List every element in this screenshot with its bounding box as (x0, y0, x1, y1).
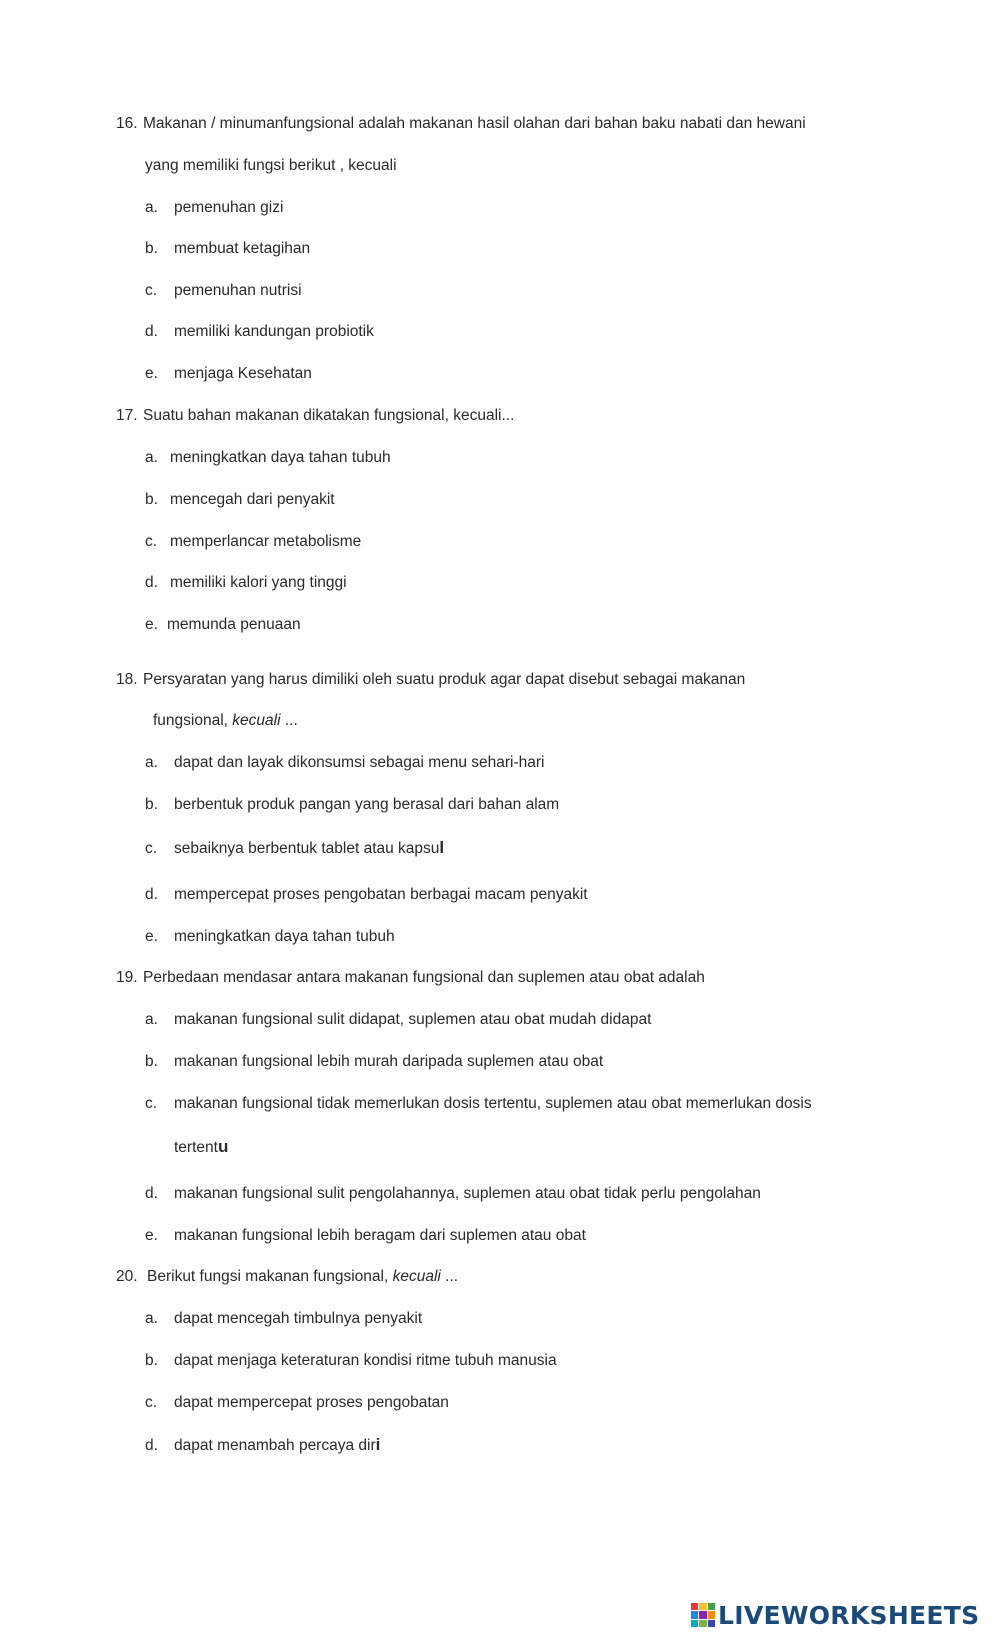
option-20d[interactable]: d. dapat menambah percaya diri (145, 1435, 381, 1454)
logo-square (699, 1620, 706, 1627)
option-17d[interactable]: d. memiliki kalori yang tinggi (145, 574, 347, 591)
question-16-continuation: yang memiliki fungsi berikut , kecuali (145, 157, 397, 174)
liveworksheets-logo[interactable] (691, 1600, 979, 1630)
question-text: Persyaratan yang harus dimiliki oleh suatu produk agar dapat disebut sebagai makanan (143, 671, 746, 688)
option-16c[interactable]: c. pemenuhan nutrisi (145, 282, 302, 299)
option-16b[interactable]: b. membuat ketagihan (145, 240, 311, 257)
option-19e[interactable]: e. makanan fungsional lebih beragam dari suplemen atau obat (145, 1227, 586, 1244)
logo-square (699, 1611, 706, 1618)
option-16e[interactable]: e. menjaga Kesehatan (145, 365, 312, 382)
option-20b[interactable]: b. dapat menjaga keteraturan kondisi ritme tubuh manusia (145, 1352, 557, 1369)
option-19b[interactable]: b. makanan fungsional lebih murah daripada suplemen atau obat (145, 1053, 604, 1070)
option-18d[interactable]: d. mempercepat proses pengobatan berbagai macam penyakit (145, 886, 588, 903)
logo-square (691, 1603, 698, 1610)
question-number: 16. (116, 115, 138, 132)
option-17b[interactable]: b. mencegah dari penyakit (145, 491, 335, 508)
logo-square (708, 1611, 715, 1618)
question-20: 20. Berikut fungsi makanan fungsional, kecuali ... (116, 1268, 459, 1285)
question-18-continuation: fungsional, kecuali ... (153, 712, 298, 729)
question-16 (116, 114, 806, 134)
question-19 (116, 968, 705, 988)
logo-square (691, 1620, 698, 1627)
question-number: 19. (116, 969, 138, 986)
emphasis-kecuali: kecuali (232, 712, 281, 729)
question-18 (116, 670, 745, 690)
option-17e[interactable]: e. memunda penuaan (145, 616, 301, 633)
option-19d[interactable]: d. makanan fungsional sulit pengolahannya, suplemen atau obat tidak perlu pengolahan (145, 1185, 761, 1202)
logo-square (691, 1611, 698, 1618)
question-text: Makanan / minumanfungsional adalah makanan hasil olahan dari bahan baku nabati dan hewani (143, 115, 806, 132)
question-number: 17. (116, 407, 138, 424)
option-19c[interactable]: c. makanan fungsional tidak memerlukan dosis tertentu, suplemen atau obat memerlukan dosis (145, 1095, 812, 1112)
question-text: Suatu bahan makanan dikatakan fungsional, kecuali... (143, 407, 515, 424)
option-18e[interactable]: e. meningkatkan daya tahan tubuh (145, 928, 395, 945)
question-number: 18. (116, 671, 138, 688)
option-17c[interactable]: c. memperlancar metabolisme (145, 533, 362, 550)
question-text: Perbedaan mendasar antara makanan fungsional dan suplemen atau obat adalah (143, 969, 705, 986)
option-18b[interactable]: b. berbentuk produk pangan yang berasal dari bahan alam (145, 796, 560, 813)
option-16d[interactable]: d. memiliki kandungan probiotik (145, 323, 374, 340)
option-20c[interactable]: c. dapat mempercepat proses pengobatan (145, 1394, 449, 1411)
option-19a[interactable]: a. makanan fungsional sulit didapat, suplemen atau obat mudah didapat (145, 1011, 652, 1028)
option-19c-continuation: tertentu (174, 1137, 229, 1156)
logo-square (708, 1603, 715, 1610)
logo-square (708, 1620, 715, 1627)
option-20a[interactable]: a. dapat mencegah timbulnya penyakit (145, 1310, 423, 1327)
question-number: 20. (116, 1268, 138, 1285)
logo-text: LIVEWORKSHEETS (718, 1600, 980, 1630)
logo-square (699, 1603, 706, 1610)
emphasis-kecuali: kecuali (392, 1268, 441, 1285)
option-17a[interactable]: a. meningkatkan daya tahan tubuh (145, 449, 391, 466)
liveworksheets-grid-icon (691, 1603, 715, 1627)
question-17 (116, 406, 514, 426)
option-18a[interactable]: a. dapat dan layak dikonsumsi sebagai menu sehari-hari (145, 754, 545, 771)
option-16a[interactable]: a. pemenuhan gizi (145, 199, 284, 216)
option-18c[interactable]: c. sebaiknya berbentuk tablet atau kapsul (145, 838, 445, 857)
